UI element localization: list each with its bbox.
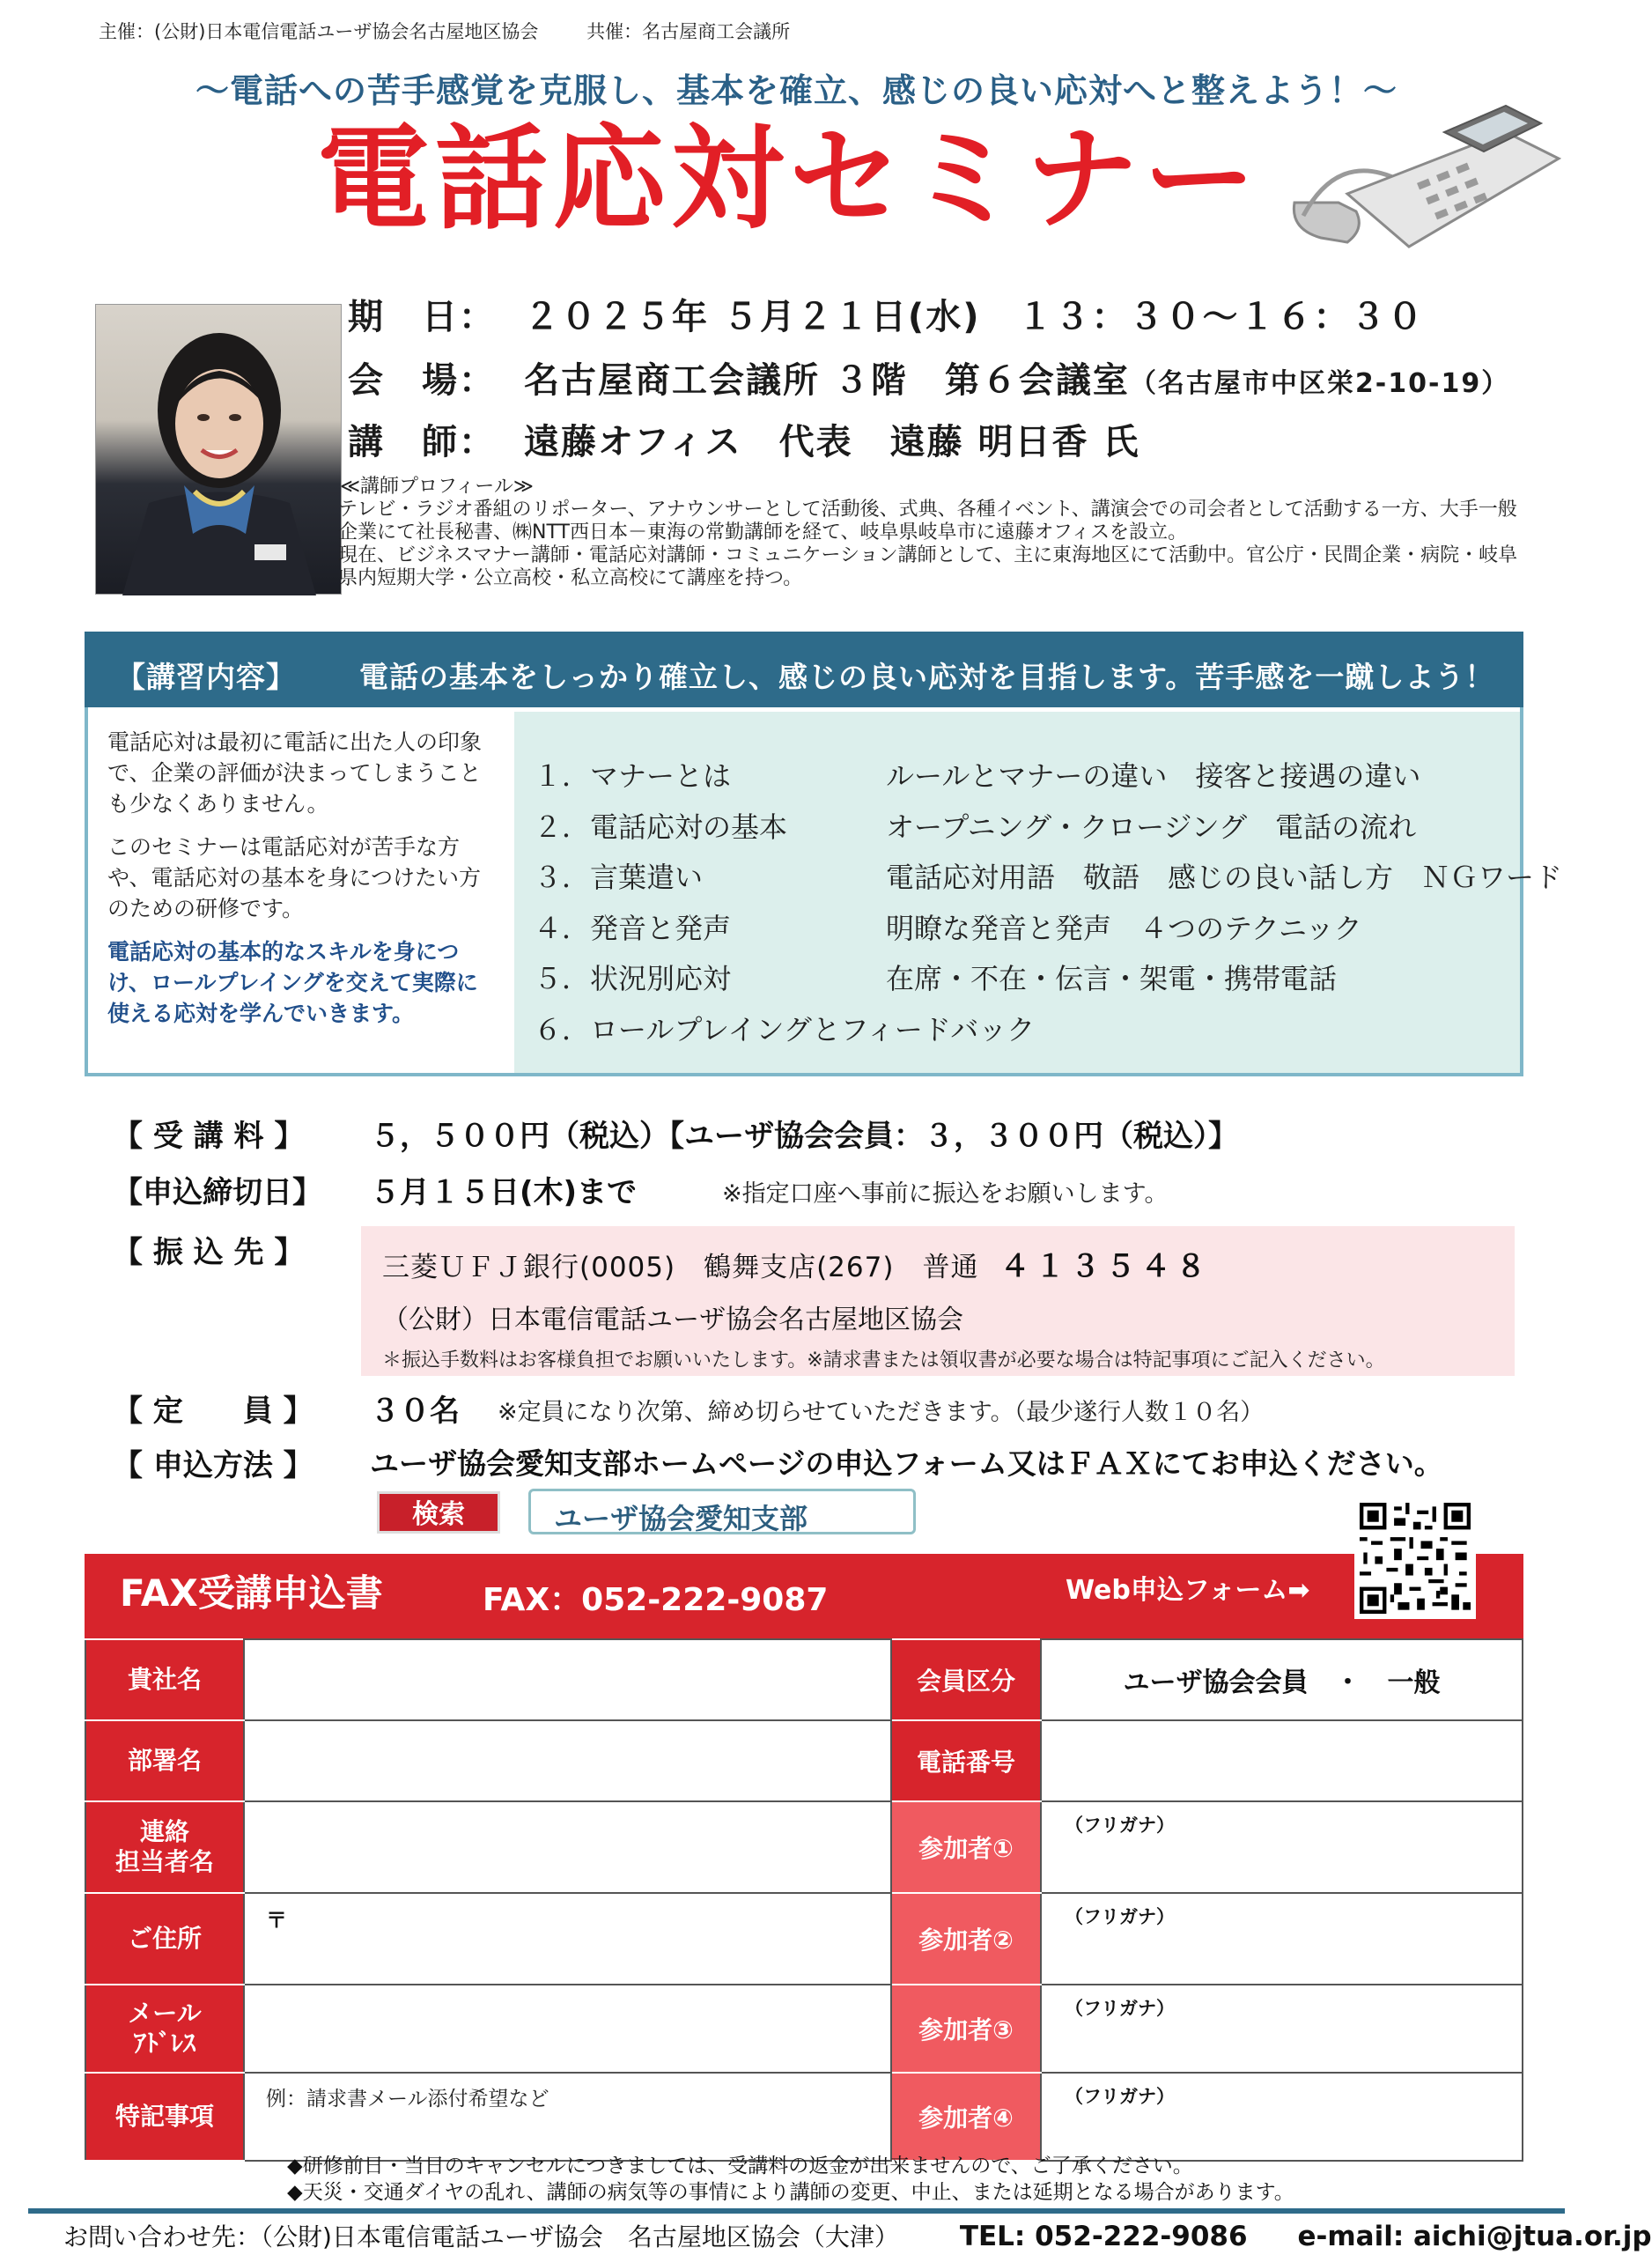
participant-4-field[interactable] [1041,2073,1523,2161]
venue-address: （名古屋市中区栄2-10-19） [1129,368,1510,399]
participant-2-field[interactable] [1041,1893,1523,1985]
list-item [534,855,1563,906]
date-row [348,289,1425,339]
course-intro [88,707,511,1073]
fax-number: FAX：052-222-9087 [483,1582,829,1618]
course-intro-1: 電話応対は最初に電話に出た人の印象で、企業の評価が決まってしまうことも少なくありません。 [107,729,483,817]
search-button[interactable]: 検索 [377,1491,500,1534]
remarks-label: 特記事項 [85,2073,244,2161]
postal-mark: 〒 [266,1908,287,1933]
contact-label-2: 担当者名 [114,1847,214,1876]
company-label: 貴社名 [85,1639,244,1720]
capacity-label: 【 定 員 】 [113,1394,313,1429]
fee-label: 【 受 講 料 】 [113,1119,305,1154]
list-item [534,957,1520,1008]
search-input[interactable]: ユーザ協会愛知支部 [528,1489,916,1534]
method-label: 【 申込方法 】 [113,1448,313,1483]
deadline-note: ※指定口座へ事前に振込をお願いします。 [722,1180,1169,1208]
address-label: ご住所 [85,1893,244,1985]
address-field[interactable] [244,1893,891,1985]
organizer: 主催：(公財)日本電信電話ユーザ協会名古屋地区協会 [99,21,539,42]
fax-application-form [85,1638,1523,2162]
page-title: 電話応対セミナー [317,114,1262,245]
hosts-line [99,18,790,44]
course-item-title: ２．電話応対の基本 [534,810,788,844]
capacity-value: ３０名 [370,1394,460,1429]
table-row [85,1985,1523,2073]
date-value: ２０２５年 ５月２１日(水) １３：３０～１６：３０ [524,297,1425,337]
email-field[interactable] [244,1985,891,2073]
course-intro-2: このセミナーは電話応対が苦手な方や、電話応対の基本を身につけたい方のための研修です。 [107,834,482,921]
list-item [534,1008,1520,1059]
contact-line [63,2218,1652,2253]
qr-code-icon[interactable] [1354,1497,1476,1619]
table-row [85,1801,1523,1893]
department-field[interactable] [244,1720,891,1801]
footer-divider [28,2208,1565,2214]
course-item-title: １．マナーとは [534,759,732,793]
furigana-label: （フリガナ） [1065,1815,1175,1836]
fax-title: FAX受講申込書 [120,1571,383,1615]
web-form-link[interactable]: Web申込フォーム➡ [1066,1575,1310,1606]
list-item [534,805,1520,856]
profile-line: 県内短期大学・公立高校・私立高校にて講座を持つ。 [338,567,803,589]
participant-1-label: 参加者① [891,1801,1041,1893]
participant-3-label: 参加者③ [891,1985,1041,2073]
contact-org: お問い合わせ先：（公財)日本電信電話ユーザ協会 名古屋地区協会（大津） [63,2222,899,2251]
method-value: ユーザ協会愛知支部ホームページの申込フォーム又はＦＡＸにてお申込ください。 [370,1446,1443,1481]
participant-3-field[interactable] [1041,1985,1523,2073]
contact-person-field[interactable] [244,1801,891,1893]
course-item-detail: ルールとマナーの違い 接客と接遇の違い [886,759,1421,793]
mail-label-2: ｱﾄﾞﾚｽ [133,2029,195,2058]
fee-value: ５，５００円（税込）【ユーザ協会会員：３，３００円（税込）】 [370,1119,1238,1154]
venue-label: 会 場： [348,360,496,401]
remarks-field[interactable] [244,2073,891,2161]
footer-note: ◆天災・交通ダイヤの乱れ、講師の病気等の事情により講師の変更、中止、または延期となる場合があります。 [287,2181,1294,2204]
lecturer-label: 講 師： [348,422,496,462]
table-row [85,1893,1523,1985]
course-item-title: ５．状況別応対 [534,962,732,995]
department-label: 部署名 [85,1720,244,1801]
bank-label: 【 振 込 先 】 [113,1235,305,1270]
profile-line: 現在、ビジネスマナー講師・電話応対講師・コミュニケーション講師として、主に東海地区にて活動中。官公庁・民間企業・病院・岐阜 [338,544,1518,566]
participant-1-field[interactable] [1041,1801,1523,1893]
contact-person-label [85,1801,244,1893]
course-list [514,712,1563,1073]
profile-heading: ≪講師プロフィール≫ [340,476,534,498]
phone-label: 電話番号 [891,1720,1041,1801]
course-item-title: ４．発音と発声 [534,911,732,945]
mail-label-1: メール [128,1999,202,2028]
capacity-note: ※定員になり次第、締め切らせていただきます。（最少遂行人数１０名） [498,1399,1265,1426]
participant-2-label: 参加者② [891,1893,1041,1985]
profile-line: テレビ・ラジオ番組のリポーター、アナウンサーとして活動後、式典、各種イベント、講演会での司会者として活動する一方、大手一般 [338,499,1517,521]
email-label [85,1985,244,2073]
course-item-detail: 電話応対用語 敬語 感じの良い話し方 ＮＧワード [886,861,1563,894]
bank-note: ＊振込手数料はお客様負担でお願いいたします。※請求書または領収書が必要な場合は特記事項にご記入ください。 [382,1349,1385,1371]
footer-notes [287,2153,1294,2206]
list-item [534,754,1520,805]
table-row [85,1720,1523,1801]
contact-label-1: 連絡 [139,1817,189,1846]
member-type-label: 会員区分 [891,1639,1041,1720]
bank-line [382,1242,1515,1285]
list-item [534,906,1520,957]
footer-note: ◆研修前日・当日のキャンセルにつきましては、受講料の返金が出来ませんので、ご了承ください。 [287,2155,1193,2177]
participant-4-label: 参加者④ [891,2073,1041,2161]
phone-field[interactable] [1041,1720,1523,1801]
course-item-title: ６．ロールプレイングとフィードバック [534,1012,1036,1046]
bank-name: 三菱ＵＦＪ銀行(0005) 鶴舞支店(267) 普通 [382,1252,979,1283]
bank-box [361,1226,1515,1376]
contact-email[interactable]: e-mail: aichi@jtua.or.jp [1297,2221,1652,2252]
course-item-detail: オープニング・クロージング 電話の流れ [886,810,1417,844]
course-item-title: ３．言葉遣い [534,861,704,894]
company-field[interactable] [244,1639,891,1720]
course-header [85,632,1523,707]
bank-holder: （公財）日本電信電話ユーザ協会名古屋地区協会 [382,1305,963,1335]
date-label: 期 日： [348,297,496,337]
table-row [85,2073,1523,2161]
venue-value: 名古屋商工会議所 ３階 第６会議室 [524,360,1130,401]
lecturer-row [348,414,1139,464]
furigana-label: （フリガナ） [1065,1906,1175,1927]
course-head-label: 【講習内容】 [116,660,296,694]
course-intro-3: 電話応対の基本的なスキルを身につけ、ロールプレイングを交えて実際に使える応対を学んでいきます。 [107,939,478,1026]
lecturer-profile [338,476,1527,590]
co-organizer: 共催：名古屋商工会議所 [586,21,791,42]
lecturer-value: 遠藤オフィス 代表 遠藤 明日香 氏 [524,422,1140,462]
deadline-value: ５月１５日(木)まで [370,1175,638,1210]
profile-line: 企業にて社長秘書、㈱NTT西日本－東海の常勤講師を経て、岐阜県岐阜市に遠藤オフィスを設立。 [338,521,1188,543]
course-item-detail: 在席・不在・伝言・架電・携帯電話 [886,962,1338,995]
venue-row [348,352,1509,403]
telephone-icon [1286,97,1567,255]
bank-account: ４１３５４８ [999,1249,1212,1284]
deadline-label: 【申込締切日】 [113,1175,322,1210]
table-row [85,1639,1523,1720]
lecturer-photo [95,304,342,595]
course-item-detail: 明瞭な発音と発声 ４つのテクニック [886,911,1362,945]
furigana-label: （フリガナ） [1065,2086,1175,2107]
furigana-label: （フリガナ） [1065,1998,1175,2019]
course-head-text: 電話の基本をしっかり確立し、感じの良い応対を目指します。苦手感を一蹴しよう！ [359,660,1495,694]
remarks-example: 例：請求書メール添付希望など [266,2088,549,2111]
subtitle: ～電話への苦手感覚を克服し、基本を確立、感じの良い応対へと整えよう！～ [195,71,1398,110]
member-type-field[interactable]: ユーザ協会会員 ・ 一般 [1041,1639,1523,1720]
contact-tel: TEL: 052-222-9086 [959,2221,1248,2252]
